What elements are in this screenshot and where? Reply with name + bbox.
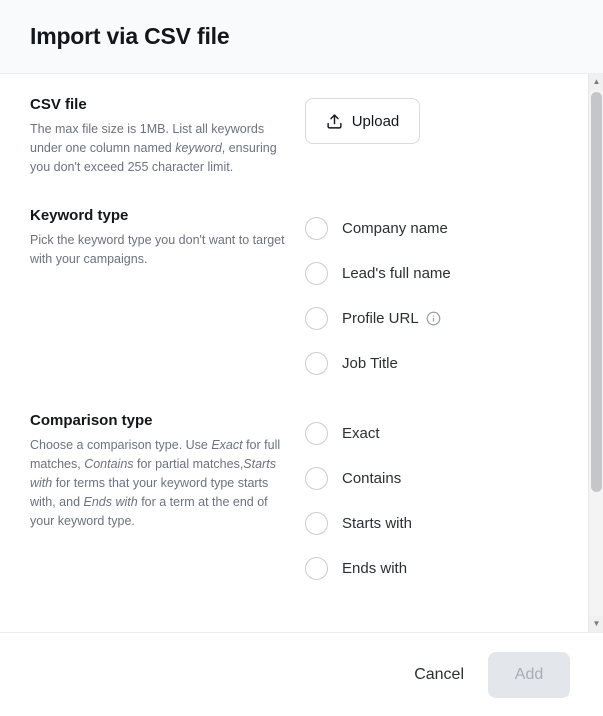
radio-label: Job Title (342, 354, 398, 372)
dialog-footer (0, 632, 603, 716)
vertical-scrollbar[interactable] (588, 74, 603, 632)
csv-desc-part1: The max file size is 1MB. List all keywords under one column named (30, 122, 265, 155)
comparison-desc-seg-1: Exact (211, 438, 243, 452)
radio-circle-icon[interactable] (305, 262, 328, 285)
comparison-desc-seg-6: for terms that your keyword type starts with, and (30, 476, 269, 509)
scrollbar-thumb[interactable] (591, 92, 602, 492)
upload-icon (326, 113, 343, 130)
radio-circle-icon[interactable] (305, 422, 328, 445)
radio-label: Lead's full name (342, 264, 451, 282)
bottom-spacer (0, 587, 588, 613)
radio-label: Company name (342, 219, 448, 237)
comparison-desc-seg-7: Ends with (83, 495, 138, 509)
radio-job-title[interactable] (305, 344, 558, 382)
radio-label: Profile URL (342, 309, 419, 327)
radio-ends-with[interactable] (305, 549, 558, 587)
scroll-down-arrow-icon[interactable]: ▼ (589, 616, 603, 632)
keyword-type-description: Pick the keyword type you don't want to target with your campaigns. (30, 233, 285, 266)
section-csv-file-info (30, 96, 305, 177)
scroll-up-arrow-icon[interactable]: ▲ (589, 74, 603, 90)
radio-exact[interactable] (305, 414, 558, 452)
keyword-type-radio-group (305, 207, 558, 382)
radio-circle-icon[interactable] (305, 307, 328, 330)
scroll-content (0, 74, 588, 632)
comparison-type-label: Comparison type (30, 412, 153, 429)
comparison-desc-seg-0: Choose a comparison type. Use (30, 438, 212, 452)
section-keyword-type (0, 207, 588, 382)
comparison-type-description (30, 436, 287, 531)
upload-button-label: Upload (351, 112, 400, 130)
info-icon[interactable] (426, 311, 441, 326)
section-keyword-type-info (30, 207, 305, 382)
radio-circle-icon[interactable] (305, 217, 328, 240)
csv-desc-part2: , ensuring you don't exceed 255 character limit. (30, 141, 277, 174)
comparison-desc-seg-8: for a term at the end of your keyword type. (30, 495, 268, 528)
radio-profile-url[interactable] (305, 299, 558, 337)
radio-label: Exact (342, 424, 380, 442)
radio-label: Starts with (342, 514, 413, 532)
upload-button[interactable] (305, 98, 420, 144)
radio-starts-with[interactable] (305, 504, 558, 542)
radio-label: Contains (342, 469, 402, 487)
comparison-type-radio-group (305, 412, 558, 587)
dialog-header (0, 0, 603, 74)
comparison-desc-seg-3: Contains (84, 457, 134, 471)
add-button[interactable]: Add (488, 652, 570, 698)
radio-company-name[interactable] (305, 209, 558, 247)
comparison-desc-seg-2: for full matches, (30, 438, 281, 471)
keyword-type-label: Keyword type (30, 207, 129, 224)
comparison-desc-seg-4: for partial matches, (133, 457, 244, 471)
radio-circle-icon[interactable] (305, 352, 328, 375)
section-csv-file-control (305, 96, 558, 177)
section-comparison-type-info (30, 412, 305, 587)
section-comparison-type (0, 412, 588, 587)
page-title: Import via CSV file (30, 23, 230, 49)
radio-circle-icon[interactable] (305, 512, 328, 535)
section-csv-file (0, 96, 588, 177)
dialog-body (0, 74, 603, 632)
csv-desc-keyword: keyword (175, 141, 222, 155)
csv-file-description (30, 120, 287, 177)
csv-file-label: CSV file (30, 96, 87, 113)
radio-label: Ends with (342, 559, 408, 577)
radio-circle-icon[interactable] (305, 557, 328, 580)
radio-leads-full-name[interactable] (305, 254, 558, 292)
cancel-button[interactable]: Cancel (408, 656, 470, 694)
comparison-desc-seg-5: Starts with (30, 457, 276, 490)
radio-circle-icon[interactable] (305, 467, 328, 490)
radio-contains[interactable] (305, 459, 558, 497)
